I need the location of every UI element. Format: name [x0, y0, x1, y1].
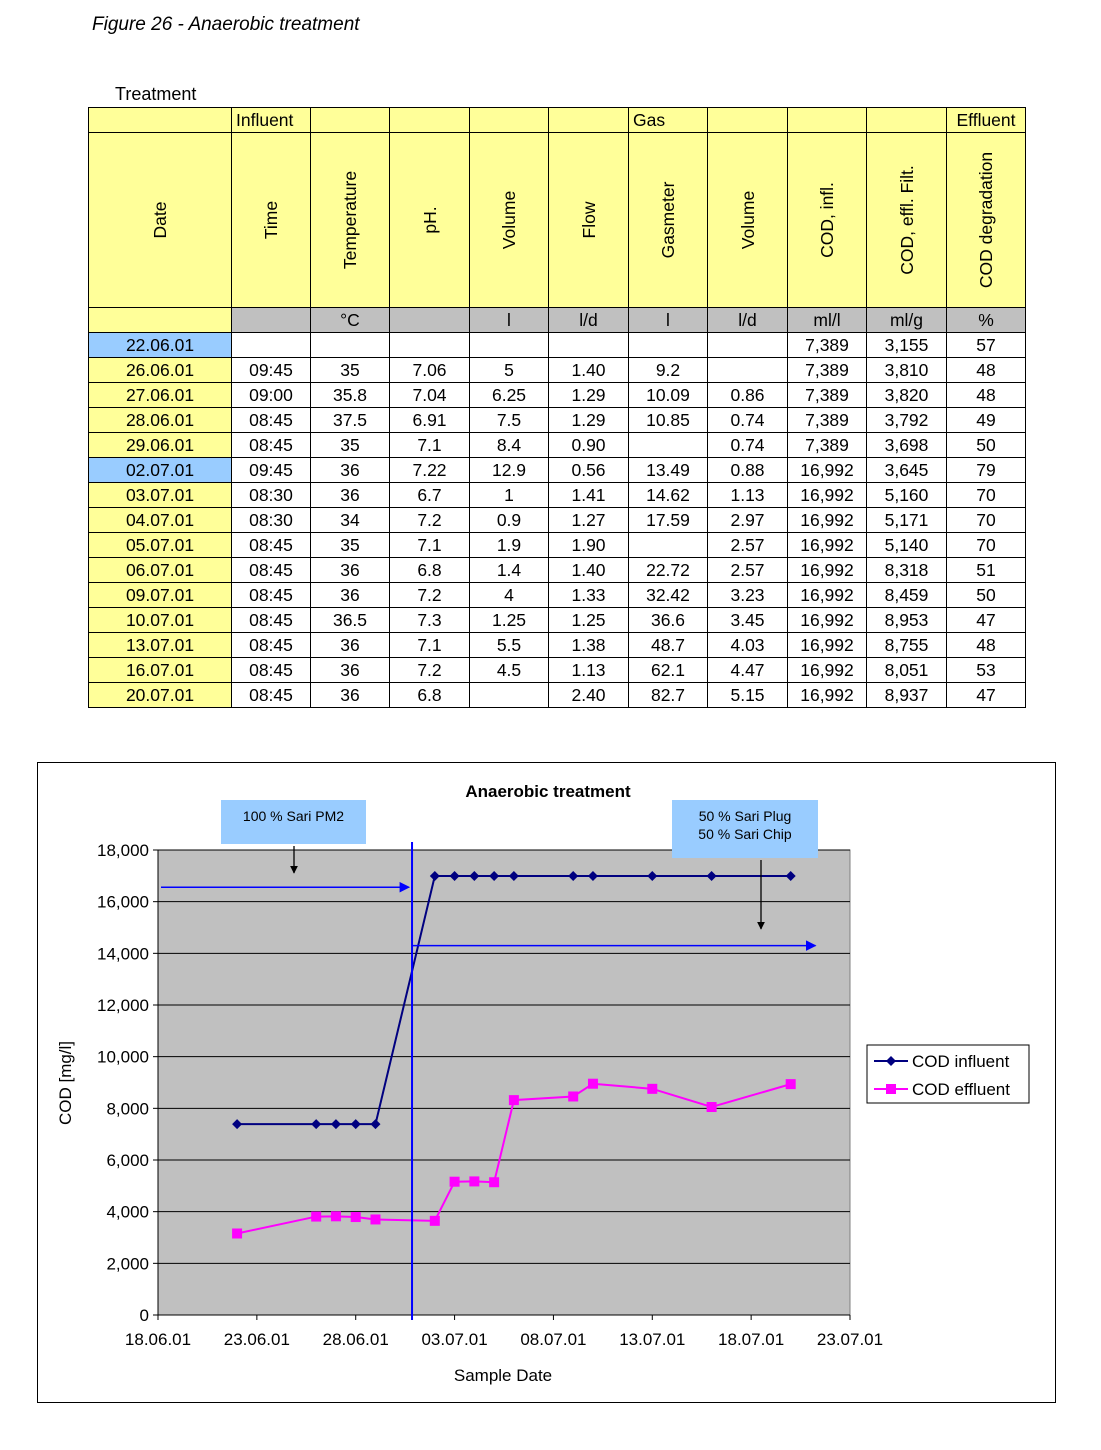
- table-cell: 7.04: [390, 383, 470, 408]
- table-cell: 8,937: [867, 683, 947, 708]
- table-cell: 35: [311, 358, 390, 383]
- plot-area: [158, 850, 850, 1315]
- table-caption: Treatment: [115, 84, 197, 104]
- group-header-cell: [470, 108, 549, 133]
- table-cell: [470, 683, 549, 708]
- table-cell: 7.06: [390, 358, 470, 383]
- table-cell: 22.72: [629, 558, 708, 583]
- table-cell: 48: [947, 633, 1026, 658]
- table-cell: 70: [947, 483, 1026, 508]
- table-cell: 0.56: [549, 458, 629, 483]
- table-cell: [708, 333, 788, 358]
- column-header-label: Flow: [578, 201, 599, 239]
- chart-legend: [867, 1045, 1029, 1103]
- table-cell: 16,992: [788, 558, 867, 583]
- table-cell: 10.85: [629, 408, 708, 433]
- table-cell: 8.4: [470, 433, 549, 458]
- table-cell: 47: [947, 683, 1026, 708]
- column-header-label: COD, effl. Filt.: [896, 165, 917, 275]
- column-header-label: COD, infl.: [817, 182, 837, 258]
- date-cell: 28.06.01: [89, 408, 232, 433]
- effluent-point: [588, 1079, 598, 1089]
- unit-cell: ml/l: [788, 308, 867, 333]
- table-cell: 1.40: [549, 558, 629, 583]
- x-tick-label: 28.06.01: [322, 1330, 389, 1349]
- table-cell: [549, 333, 629, 358]
- table-cell: 1.29: [549, 408, 629, 433]
- table-row: [89, 408, 1026, 433]
- x-tick-label: 08.07.01: [520, 1330, 587, 1349]
- table-cell: 3,645: [867, 458, 947, 483]
- table-cell: [390, 333, 470, 358]
- column-header: [470, 133, 549, 308]
- table-cell: 0.90: [549, 433, 629, 458]
- column-header-label: Volume: [499, 190, 519, 250]
- table-row: [89, 508, 1026, 533]
- unit-cell: [89, 308, 232, 333]
- table-cell: 5,171: [867, 508, 947, 533]
- x-tick-label: 23.06.01: [223, 1330, 290, 1349]
- table-cell: 5,160: [867, 483, 947, 508]
- unit-row: [89, 308, 1026, 333]
- y-tick-label: 4,000: [106, 1202, 149, 1222]
- table-row: [89, 433, 1026, 458]
- figure-caption: Figure 26 - Anaerobic treatment: [92, 14, 360, 35]
- table-cell: 3,810: [867, 358, 947, 383]
- table-cell: 3.45: [708, 608, 788, 633]
- table-cell: 7.5: [470, 408, 549, 433]
- x-axis-label: Sample Date: [453, 1366, 553, 1385]
- table-cell: 08:45: [232, 633, 311, 658]
- table-cell: 47: [947, 608, 1026, 633]
- note-text: 100 % Sari PM2: [242, 808, 345, 824]
- effluent-point: [647, 1084, 657, 1094]
- table-cell: 1.13: [708, 483, 788, 508]
- table-row: [89, 533, 1026, 558]
- table-cell: [311, 333, 390, 358]
- table-row: [89, 333, 1026, 358]
- date-cell: 10.07.01: [89, 608, 232, 633]
- group-header-row: [89, 108, 1026, 133]
- table-cell: 1.40: [549, 358, 629, 383]
- table-cell: [232, 333, 311, 358]
- group-header-cell: [390, 108, 470, 133]
- table-cell: [629, 333, 708, 358]
- column-header-label: Volume: [737, 190, 758, 250]
- column-header: [867, 133, 947, 308]
- group-header-cell: [89, 108, 232, 133]
- group-header-cell: [311, 108, 390, 133]
- effluent-point: [232, 1228, 242, 1238]
- table-cell: 48.7: [629, 633, 708, 658]
- column-header-label: Gasmeter: [658, 181, 678, 259]
- table-cell: 08:30: [232, 483, 311, 508]
- column-header: [311, 133, 390, 308]
- table-cell: 0.88: [708, 458, 788, 483]
- chart-frame: [37, 762, 1056, 1403]
- column-header: [629, 133, 708, 308]
- table-row: [89, 683, 1026, 708]
- table-cell: 1.27: [549, 508, 629, 533]
- y-tick-label: 6,000: [106, 1151, 149, 1170]
- table-cell: 1.25: [470, 608, 549, 633]
- unit-cell: l/d: [708, 308, 788, 333]
- table-cell: 6.7: [390, 483, 470, 508]
- table-cell: 37.5: [311, 408, 390, 433]
- unit-cell: °C: [311, 308, 390, 333]
- table-cell: 09:45: [232, 358, 311, 383]
- note-text: 50 % Sari Chip: [698, 826, 792, 842]
- table-cell: 4.47: [708, 658, 788, 683]
- date-cell: 09.07.01: [89, 583, 232, 608]
- table-cell: 17.59: [629, 508, 708, 533]
- column-header: [549, 133, 629, 308]
- column-header-label: pH.: [419, 206, 440, 234]
- legend-label: COD influent: [912, 1052, 1010, 1071]
- table-cell: 7,389: [788, 358, 867, 383]
- date-cell: 04.07.01: [89, 508, 232, 533]
- effluent-point: [331, 1211, 341, 1221]
- table-cell: 3,820: [867, 383, 947, 408]
- table-cell: 7,389: [788, 408, 867, 433]
- table-row: [89, 633, 1026, 658]
- unit-cell: l: [470, 308, 549, 333]
- table-cell: 1.29: [549, 383, 629, 408]
- table-cell: 9.2: [629, 358, 708, 383]
- table-cell: 62.1: [629, 658, 708, 683]
- column-header: [89, 133, 232, 308]
- effluent-point: [786, 1079, 796, 1089]
- table-cell: 5.5: [470, 633, 549, 658]
- effluent-point: [311, 1212, 321, 1222]
- table-cell: 09:00: [232, 383, 311, 408]
- unit-cell: [390, 308, 470, 333]
- column-header: [947, 133, 1026, 308]
- table-cell: 08:30: [232, 508, 311, 533]
- column-header-label: Temperature: [340, 170, 360, 270]
- table-cell: 70: [947, 533, 1026, 558]
- date-cell: 16.07.01: [89, 658, 232, 683]
- column-header: [232, 133, 311, 308]
- date-cell: 06.07.01: [89, 558, 232, 583]
- table-cell: 48: [947, 383, 1026, 408]
- effluent-point: [509, 1095, 519, 1105]
- table-cell: 48: [947, 358, 1026, 383]
- table-cell: 08:45: [232, 433, 311, 458]
- table-cell: 16,992: [788, 458, 867, 483]
- table-cell: 5.15: [708, 683, 788, 708]
- treatment-table: [88, 107, 1026, 708]
- unit-cell: %: [947, 308, 1026, 333]
- table-cell: 08:45: [232, 683, 311, 708]
- table-cell: 0.74: [708, 408, 788, 433]
- table-cell: 50: [947, 433, 1026, 458]
- table-cell: [708, 358, 788, 383]
- table-cell: 4: [470, 583, 549, 608]
- table-cell: 51: [947, 558, 1026, 583]
- unit-cell: [232, 308, 311, 333]
- y-tick-label: 18,000: [97, 841, 149, 860]
- x-tick-label: 18.06.01: [124, 1330, 192, 1349]
- table-cell: 09:45: [232, 458, 311, 483]
- date-cell: 27.06.01: [89, 383, 232, 408]
- y-tick-label: 10,000: [97, 1047, 149, 1067]
- table-cell: 7.2: [390, 583, 470, 608]
- chart-title: Anaerobic treatment: [465, 782, 631, 801]
- table-cell: 50: [947, 583, 1026, 608]
- table-cell: 1.90: [549, 533, 629, 558]
- effluent-point: [370, 1214, 380, 1224]
- date-cell: 20.07.01: [89, 683, 232, 708]
- table-cell: 4.5: [470, 658, 549, 683]
- table-row: [89, 483, 1026, 508]
- table-cell: 36: [311, 683, 390, 708]
- effluent-point: [707, 1102, 717, 1112]
- table-cell: 36: [311, 633, 390, 658]
- y-axis-label: COD [mg/l]: [56, 1040, 75, 1126]
- group-header-cell: [708, 108, 788, 133]
- table-cell: [629, 533, 708, 558]
- y-tick-label: 12,000: [97, 996, 149, 1015]
- table-cell: 6.8: [390, 683, 470, 708]
- table-cell: 1.33: [549, 583, 629, 608]
- table-cell: 14.62: [629, 483, 708, 508]
- table-cell: 7.22: [390, 458, 470, 483]
- column-header: [708, 133, 788, 308]
- table-row: [89, 558, 1026, 583]
- table-cell: 3,698: [867, 433, 947, 458]
- table-cell: 7.1: [390, 633, 470, 658]
- effluent-point: [489, 1177, 499, 1187]
- group-header-cell: [867, 108, 947, 133]
- y-tick-label: 14,000: [97, 944, 149, 964]
- table-cell: 16,992: [788, 633, 867, 658]
- table-row: [89, 583, 1026, 608]
- y-tick-label: 0: [139, 1306, 149, 1325]
- table-cell: 82.7: [629, 683, 708, 708]
- table-cell: 36.5: [311, 608, 390, 633]
- table-cell: 34: [311, 508, 390, 533]
- table-cell: 49: [947, 408, 1026, 433]
- table-cell: 1.4: [470, 558, 549, 583]
- table-cell: 16,992: [788, 533, 867, 558]
- table-cell: 35.8: [311, 383, 390, 408]
- table-cell: 08:45: [232, 658, 311, 683]
- date-cell: 26.06.01: [89, 358, 232, 383]
- x-tick-label: 18.07.01: [718, 1330, 785, 1349]
- table-cell: 8,318: [867, 558, 947, 583]
- table-cell: 3.23: [708, 583, 788, 608]
- table-cell: 12.9: [470, 458, 549, 483]
- table-cell: 0.74: [708, 433, 788, 458]
- table-cell: 1.9: [470, 533, 549, 558]
- table-cell: 1.41: [549, 483, 629, 508]
- table-cell: 7.1: [390, 533, 470, 558]
- table-cell: 16,992: [788, 508, 867, 533]
- column-header-label: Date: [150, 201, 170, 239]
- table-cell: 5,140: [867, 533, 947, 558]
- table-cell: 08:45: [232, 608, 311, 633]
- table-cell: 16,992: [788, 483, 867, 508]
- table-cell: 32.42: [629, 583, 708, 608]
- table-cell: 13.49: [629, 458, 708, 483]
- table-cell: 6.91: [390, 408, 470, 433]
- table-cell: 2.97: [708, 508, 788, 533]
- table-cell: 36: [311, 583, 390, 608]
- table-cell: 8,459: [867, 583, 947, 608]
- table-cell: 7.2: [390, 658, 470, 683]
- table-cell: 35: [311, 533, 390, 558]
- table-cell: 7,389: [788, 333, 867, 358]
- table-cell: 16,992: [788, 658, 867, 683]
- group-header-cell: [549, 108, 629, 133]
- table-cell: 7.1: [390, 433, 470, 458]
- table-row: [89, 608, 1026, 633]
- date-cell: 29.06.01: [89, 433, 232, 458]
- table-cell: 36: [311, 658, 390, 683]
- table-cell: 1.25: [549, 608, 629, 633]
- table-cell: 6.25: [470, 383, 549, 408]
- table-cell: 10.09: [629, 383, 708, 408]
- column-header: [390, 133, 470, 308]
- table-cell: 08:45: [232, 558, 311, 583]
- cod-chart: [38, 763, 1055, 1402]
- table-cell: [470, 333, 549, 358]
- table-cell: 8,755: [867, 633, 947, 658]
- group-header-influent: Influent: [232, 108, 311, 133]
- y-tick-label: 16,000: [97, 892, 149, 912]
- table-cell: 3,792: [867, 408, 947, 433]
- x-tick-label: 23.07.01: [816, 1330, 884, 1349]
- table-cell: 0.86: [708, 383, 788, 408]
- table-cell: 7.2: [390, 508, 470, 533]
- table-cell: 35: [311, 433, 390, 458]
- effluent-point: [430, 1216, 440, 1226]
- effluent-point: [469, 1176, 479, 1186]
- date-cell: 03.07.01: [89, 483, 232, 508]
- column-header-label: COD degradation: [976, 151, 996, 289]
- table-cell: 36: [311, 558, 390, 583]
- table-row: [89, 458, 1026, 483]
- table-cell: 7.3: [390, 608, 470, 633]
- table-cell: 0.9: [470, 508, 549, 533]
- table-cell: 2.40: [549, 683, 629, 708]
- table-cell: [629, 433, 708, 458]
- table-cell: 6.8: [390, 558, 470, 583]
- y-tick-label: 2,000: [106, 1254, 149, 1274]
- table-row: [89, 658, 1026, 683]
- table-cell: 3,155: [867, 333, 947, 358]
- table-cell: 08:45: [232, 533, 311, 558]
- date-cell: 05.07.01: [89, 533, 232, 558]
- group-header-effluent: Effluent: [947, 108, 1026, 133]
- table-cell: 79: [947, 458, 1026, 483]
- column-header: [788, 133, 867, 308]
- legend-marker: [886, 1084, 896, 1094]
- unit-cell: l/d: [549, 308, 629, 333]
- y-tick-label: 8,000: [106, 1099, 149, 1119]
- table-cell: 8,051: [867, 658, 947, 683]
- table-cell: 5: [470, 358, 549, 383]
- table-cell: 57: [947, 333, 1026, 358]
- table-cell: 36: [311, 483, 390, 508]
- x-tick-label: 03.07.01: [421, 1330, 488, 1349]
- unit-cell: ml/g: [867, 308, 947, 333]
- table-cell: 36: [311, 458, 390, 483]
- table-cell: 08:45: [232, 583, 311, 608]
- table-cell: 1.38: [549, 633, 629, 658]
- table-row: [89, 383, 1026, 408]
- date-cell: 22.06.01: [89, 333, 232, 358]
- unit-cell: l: [629, 308, 708, 333]
- table-cell: 7,389: [788, 433, 867, 458]
- column-header-row: [89, 133, 1026, 308]
- effluent-point: [351, 1212, 361, 1222]
- table-cell: 36.6: [629, 608, 708, 633]
- table-cell: 70: [947, 508, 1026, 533]
- table-cell: 16,992: [788, 683, 867, 708]
- group-header-cell: [788, 108, 867, 133]
- date-cell: 02.07.01: [89, 458, 232, 483]
- x-tick-label: 13.07.01: [619, 1330, 686, 1349]
- effluent-point: [568, 1091, 578, 1101]
- table-cell: 4.03: [708, 633, 788, 658]
- table-cell: 08:45: [232, 408, 311, 433]
- column-header-label: Time: [261, 200, 281, 240]
- table-cell: 53: [947, 658, 1026, 683]
- date-cell: 13.07.01: [89, 633, 232, 658]
- group-header-gas: Gas: [629, 108, 708, 133]
- legend-label: COD effluent: [912, 1080, 1010, 1099]
- effluent-point: [450, 1177, 460, 1187]
- table-cell: 1: [470, 483, 549, 508]
- table-cell: 16,992: [788, 583, 867, 608]
- table-cell: 2.57: [708, 558, 788, 583]
- table-cell: 7,389: [788, 383, 867, 408]
- table-cell: 1.13: [549, 658, 629, 683]
- table-cell: 2.57: [708, 533, 788, 558]
- table-row: [89, 358, 1026, 383]
- note-text: 50 % Sari Plug: [698, 808, 792, 824]
- table-cell: 8,953: [867, 608, 947, 633]
- table-cell: 16,992: [788, 608, 867, 633]
